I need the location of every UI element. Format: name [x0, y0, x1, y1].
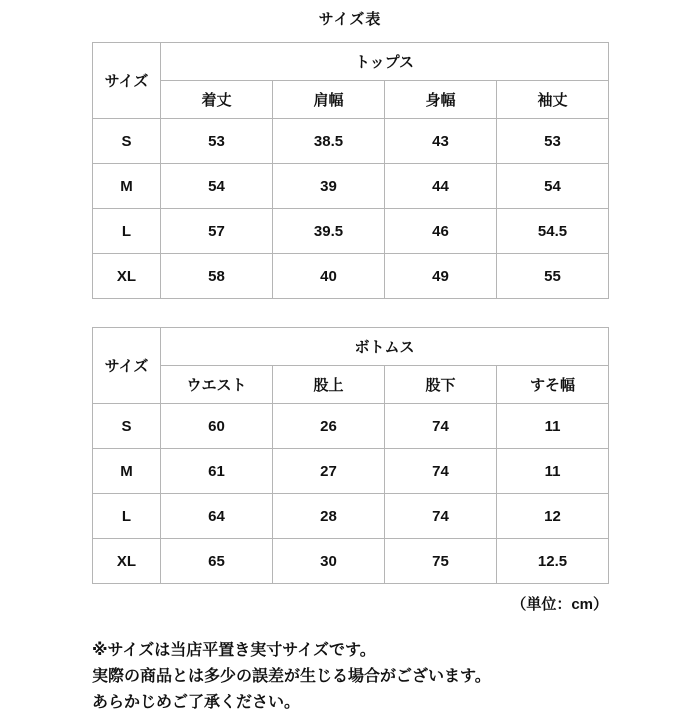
value-cell: 43 [385, 119, 497, 164]
column-header: 肩幅 [273, 81, 385, 119]
page-title: サイズ表 [318, 11, 382, 28]
table-row [93, 449, 609, 494]
value-cell: 12.5 [497, 539, 609, 584]
table-row [93, 119, 609, 164]
group-header-tops: トップス [161, 43, 609, 81]
note-line: ※サイズは当店平置き実寸サイズです。 [92, 642, 376, 659]
value-cell: 28 [273, 494, 385, 539]
table-row [93, 366, 609, 404]
column-header: 股上 [273, 366, 385, 404]
table-row [93, 81, 609, 119]
size-column-header: サイズ [93, 328, 161, 404]
table-row [93, 328, 609, 366]
column-header: すそ幅 [497, 366, 609, 404]
size-column-header: サイズ [93, 43, 161, 119]
value-cell: 30 [273, 539, 385, 584]
value-cell: 26 [273, 404, 385, 449]
value-cell: 58 [161, 254, 273, 299]
value-cell: 54 [161, 164, 273, 209]
size-cell: S [93, 404, 161, 449]
table-row [93, 494, 609, 539]
value-cell: 60 [161, 404, 273, 449]
value-cell: 39.5 [273, 209, 385, 254]
bottoms-size-table [92, 327, 609, 584]
value-cell: 44 [385, 164, 497, 209]
value-cell: 75 [385, 539, 497, 584]
note-line: あらかじめご了承ください。 [92, 694, 301, 711]
value-cell: 46 [385, 209, 497, 254]
size-cell: M [93, 164, 161, 209]
value-cell: 40 [273, 254, 385, 299]
group-header-bottoms: ボトムス [161, 328, 609, 366]
value-cell: 11 [497, 404, 609, 449]
unit-note: （単位：cm） [511, 596, 608, 613]
column-header: 着丈 [161, 81, 273, 119]
column-header: 身幅 [385, 81, 497, 119]
value-cell: 27 [273, 449, 385, 494]
table-row [93, 539, 609, 584]
value-cell: 39 [273, 164, 385, 209]
value-cell: 49 [385, 254, 497, 299]
value-cell: 55 [497, 254, 609, 299]
value-cell: 64 [161, 494, 273, 539]
value-cell: 61 [161, 449, 273, 494]
table-row [93, 43, 609, 81]
column-header: ウエスト [161, 366, 273, 404]
table-row [93, 209, 609, 254]
disclaimer-notes [92, 638, 608, 716]
value-cell: 65 [161, 539, 273, 584]
table-row [93, 404, 609, 449]
value-cell: 74 [385, 404, 497, 449]
value-cell: 53 [161, 119, 273, 164]
size-cell: L [93, 209, 161, 254]
value-cell: 54.5 [497, 209, 609, 254]
size-cell: M [93, 449, 161, 494]
column-header: 股下 [385, 366, 497, 404]
value-cell: 12 [497, 494, 609, 539]
tops-size-table [92, 42, 609, 299]
size-cell: XL [93, 254, 161, 299]
note-line: 実際の商品とは多少の誤差が生じる場合がございます。 [92, 668, 491, 685]
value-cell: 11 [497, 449, 609, 494]
value-cell: 53 [497, 119, 609, 164]
value-cell: 38.5 [273, 119, 385, 164]
value-cell: 54 [497, 164, 609, 209]
column-header: 袖丈 [497, 81, 609, 119]
size-cell: XL [93, 539, 161, 584]
size-cell: L [93, 494, 161, 539]
value-cell: 57 [161, 209, 273, 254]
table-row [93, 164, 609, 209]
value-cell: 74 [385, 449, 497, 494]
table-row [93, 254, 609, 299]
value-cell: 74 [385, 494, 497, 539]
size-cell: S [93, 119, 161, 164]
